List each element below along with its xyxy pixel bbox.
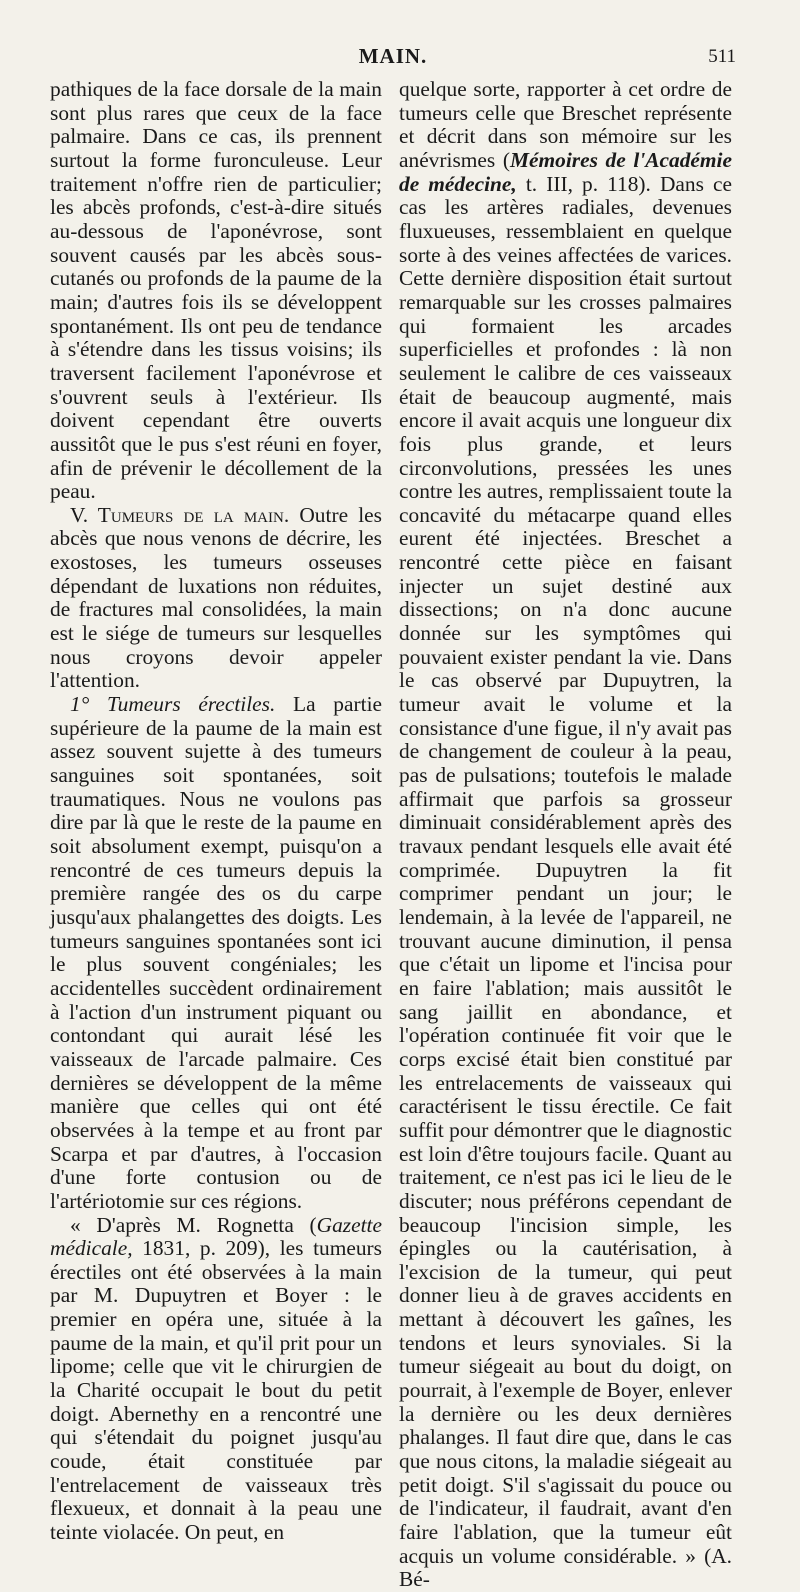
quote-text: « D'après M. Rognetta ( — [70, 1212, 317, 1237]
quote-text: t. III, p. 118). Dans ce cas les artères radiales, devenues fluxueuses, ressemblaient en quelque sorte à des veines affectées de varices. Cette dernière disposition était surtout remarquable sur les crosses palmaires qui formaient les arcades superficielles et profondes : là non seulement le calibre de ces vaisseaux était de beaucoup augmenté, mais encore il avait acquis une longueur dix fois plus grande, et leurs circonvolutions, pressées les unes contre les autres, remplissaient toute la concavité du métacarpe quand elles eurent été injectées. Breschet a rencontré cette pièce en faisant injecter un sujet destiné aux dissections; on n'a donc aucune donnée sur les symptômes qui pouvaient exister pendant la vie. Dans le cas observé par Dupuytren, la tumeur avait le volume et la consistance d'une figue, il n'y avait pas de changement de couleur à la peau, pas de pulsations; toutefois le malade affirmait que parfois sa grosseur diminuait considérablement après des travaux pendant lesquels elle avait été comprimée. Dupuytren la fit comprimer pendant un jour; le lendemain, à la levée de l'appareil, ne trouvant aucune diminution, il pensa que c'était un lipome et l'incisa pour en faire l'ablation; mais aussitôt le sang jaillit en abondance, et l'opération continuée fit voir que le corps excisé était bien constitué par les entrelacements de vaisseaux qui caractérisent le tissu érectile. Ce fait suffit pour démontrer que le diagnostic est loin d'être toujours facile. Quant au traitement, ce n'est pas ici le lieu de le discuter; nous préférons cependant de beaucoup l'incision simple, les épingles ou la cautérisation, à l'excision de la tumeur, qui peut donner lieu à de graves accidents en mettant à découvert les gaînes, les tendons et leurs synoviales. Si la tumeur siégeait au bout du doigt, on pourrait, à l'exemple de Boyer, enlever la dernière ou les deux dernières phalanges. Il faut dire que, dans le cas que nous citons, la maladie siégeait au petit doigt. S'il s'agissait du pouce ou de l'indicateur, il faudrait, avant d'en faire l'ablation, que la tumeur eût acquis un volume considérable. » (A. Bé- — [399, 171, 732, 1592]
quote-text: quelque sorte, rapporter à cet ordre de tumeurs celle que Breschet représente et décrit dans son mémoire sur les anévrismes ( — [399, 77, 732, 172]
right-column — [399, 78, 732, 1592]
journal-citation: Mémoires de l'Académie de médecine, — [399, 147, 732, 196]
paragraph-rognetta-quote — [50, 1214, 382, 1545]
section-heading-tumeurs: V. Tumeurs de la main. — [70, 502, 290, 527]
quote-text: 1831, p. 209), les tumeurs érectiles ont été observées à la main par M. Dupuytren et Boyer : le premier en opéra une, située à la paume de la main, et qu'il prit pour un lipome; celle que vit le chirurgien de la Charité occupait le bout du petit doigt. Abernethy en a rencontré une qui s'étendait du poignet jusqu'au coude, était constituée par l'entrelacement de vaisseaux très flexueux, et donnait à la peau une teinte violacée. On peut, en — [50, 1236, 382, 1545]
journal-citation: Gazette médicale, — [50, 1212, 382, 1261]
running-title: MAIN. — [358, 44, 428, 68]
paragraph-text: La partie supérieure de la paume de la main est assez souvent sujette à des tumeurs sanguines soit spontanées, soit traumatiques. Nous ne voulons pas dire par là que le reste de la paume en soit absolument exempt, puisqu'on a rencontré de ces tumeurs depuis la première rangée des os du carpe jusqu'aux phalangettes des doigts. Les tumeurs sanguines spontanées sont ici le plus souvent congéniales; les accidentelles succèdent ordinairement à l'action d'un instrument piquant ou contondant qui aurait lésé les vaisseaux de l'arcade palmaire. Ces dernières se développent de la même manière que celles qui ont été observées à la tempe et au front par Scarpa et par d'autres, à l'occasion d'une forte contusion ou de l'artériotomie sur ces régions. — [50, 692, 383, 1213]
left-column — [50, 78, 382, 1545]
paragraph-breschet-continued — [399, 78, 732, 1592]
paragraph-abces-continued: pathiques de la face dorsale de la main sont plus rares que ceux de la face palmaire. Dans ce cas, ils prennent surtout la forme furonculeuse. Leur traitement n'offre rien de particulier; les abcès profonds, c'est-à-dire situés au-dessous de l'aponévrose, sont souvent causés par les abcès sous-cutanés ou profonds de la paume de la main; d'autres fois ils se développent spontanément. Ils ont peu de tendance à s'étendre dans les tissus voisins; ils traversent facilement l'aponévrose et s'ouvrent seuls à l'extérieur. Ils doivent cependant être ouverts aussitôt que le pus s'est réuni en foyer, afin de prévenir le décollement de la peau. — [50, 77, 382, 504]
subsection-heading-erectiles: 1° Tumeurs érectiles. — [70, 692, 276, 717]
paragraph-text: Outre les abcès que nous venons de décrire, les exostoses, les tumeurs osseuses dépendant de luxations non réduites, de fractures mal consolidées, la main est le siége de tumeurs sur lesquelles nous croyons devoir appeler l'attention. — [50, 502, 382, 693]
page-header — [48, 44, 738, 72]
paragraph-tumeurs-de-la-main — [50, 504, 382, 693]
page-number: 511 — [708, 46, 736, 67]
paragraph-tumeurs-erectiles — [50, 693, 382, 1213]
